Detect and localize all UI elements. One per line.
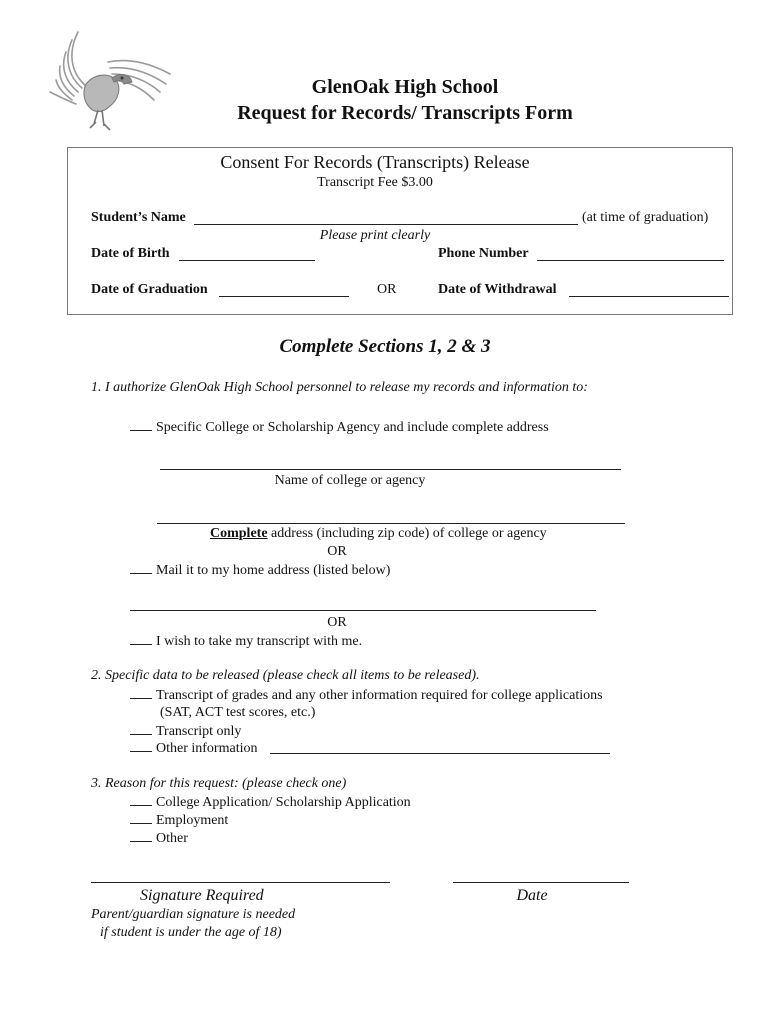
section1-or-1: OR — [327, 544, 347, 559]
grad-label: Date of Graduation — [91, 282, 208, 297]
date-label: Date — [516, 887, 548, 904]
section3-item1 — [130, 793, 411, 812]
option-take-label: I wish to take my transcript with me. — [156, 634, 363, 649]
section1-or-2: OR — [327, 615, 347, 630]
date-field[interactable] — [453, 882, 629, 883]
other-information-field[interactable] — [270, 753, 610, 754]
grad-date-field[interactable] — [219, 296, 349, 297]
signature-field[interactable] — [91, 882, 390, 883]
section2-item3 — [130, 739, 257, 758]
consent-heading: Consent For Records (Transcripts) Release — [220, 152, 530, 172]
section3-item3 — [130, 829, 188, 848]
section2-item2-label: Transcript only — [156, 724, 242, 739]
section3-item1-label: College Application/ Scholarship Application — [156, 795, 411, 810]
student-name-field[interactable] — [194, 224, 578, 225]
option-take-checkbox[interactable] — [130, 632, 152, 645]
section3-item2 — [130, 811, 228, 830]
student-name-label: Student’s Name — [91, 210, 186, 225]
address-caption-rest: address (including zip code) of college or agency — [267, 526, 547, 541]
section2-item1-checkbox[interactable] — [130, 686, 152, 699]
section3-item3-label: Other — [156, 831, 188, 846]
dob-field[interactable] — [179, 260, 315, 261]
option-mail — [130, 561, 390, 580]
transcript-fee: Transcript Fee $3.00 — [317, 175, 433, 190]
home-address-field[interactable] — [130, 610, 596, 611]
section3-item1-checkbox[interactable] — [130, 793, 152, 806]
section1-heading: 1. I authorize GlenOak High School personnel to release my records and information to: — [91, 380, 588, 395]
section2-item1-label: Transcript of grades and any other information required for college applications — [156, 688, 603, 703]
section3-item2-checkbox[interactable] — [130, 811, 152, 824]
section2-item2-checkbox[interactable] — [130, 722, 152, 735]
college-name-field[interactable] — [160, 469, 621, 470]
phone-field[interactable] — [537, 260, 724, 261]
signature-label: Signature Required — [140, 887, 264, 904]
section2-heading: 2. Specific data to be released (please check all items to be released). — [91, 668, 480, 683]
instructions: Complete Sections 1, 2 & 3 — [279, 336, 491, 357]
student-name-suffix: (at time of graduation) — [582, 210, 709, 225]
print-hint: Please print clearly — [319, 228, 431, 243]
option-college-checkbox[interactable] — [130, 418, 152, 431]
phone-label: Phone Number — [438, 246, 529, 261]
dob-label: Date of Birth — [91, 246, 170, 261]
address-caption-emph: Complete — [210, 526, 268, 541]
section3-item3-checkbox[interactable] — [130, 829, 152, 842]
option-take — [130, 632, 362, 651]
option-mail-label: Mail it to my home address (listed below) — [156, 563, 391, 578]
section2-item3-checkbox[interactable] — [130, 739, 152, 752]
section3-heading: 3. Reason for this request: (please check one) — [91, 776, 347, 791]
withdrawal-label: Date of Withdrawal — [438, 282, 557, 297]
signature-note-line1: Parent/guardian signature is needed — [91, 907, 296, 922]
school-name: GlenOak High School — [311, 76, 499, 98]
section3-item2-label: Employment — [156, 813, 229, 828]
form-title: Request for Records/ Transcripts Form — [237, 102, 573, 124]
section2-item1-note: (SAT, ACT test scores, etc.) — [160, 705, 316, 720]
college-address-field[interactable] — [157, 523, 625, 524]
withdrawal-date-field[interactable] — [569, 296, 729, 297]
eagle-logo — [38, 22, 178, 140]
option-mail-checkbox[interactable] — [130, 561, 152, 574]
section2-item1 — [130, 686, 603, 705]
option-college-label: Specific College or Scholarship Agency and include complete address — [156, 420, 549, 435]
address-caption — [210, 525, 547, 543]
option-college — [130, 418, 549, 437]
section2-item3-label: Other information — [156, 741, 258, 756]
consent-or: OR — [377, 282, 397, 297]
college-name-caption: Name of college or agency — [274, 473, 426, 488]
signature-note-line2: if student is under the age of 18) — [100, 925, 282, 940]
